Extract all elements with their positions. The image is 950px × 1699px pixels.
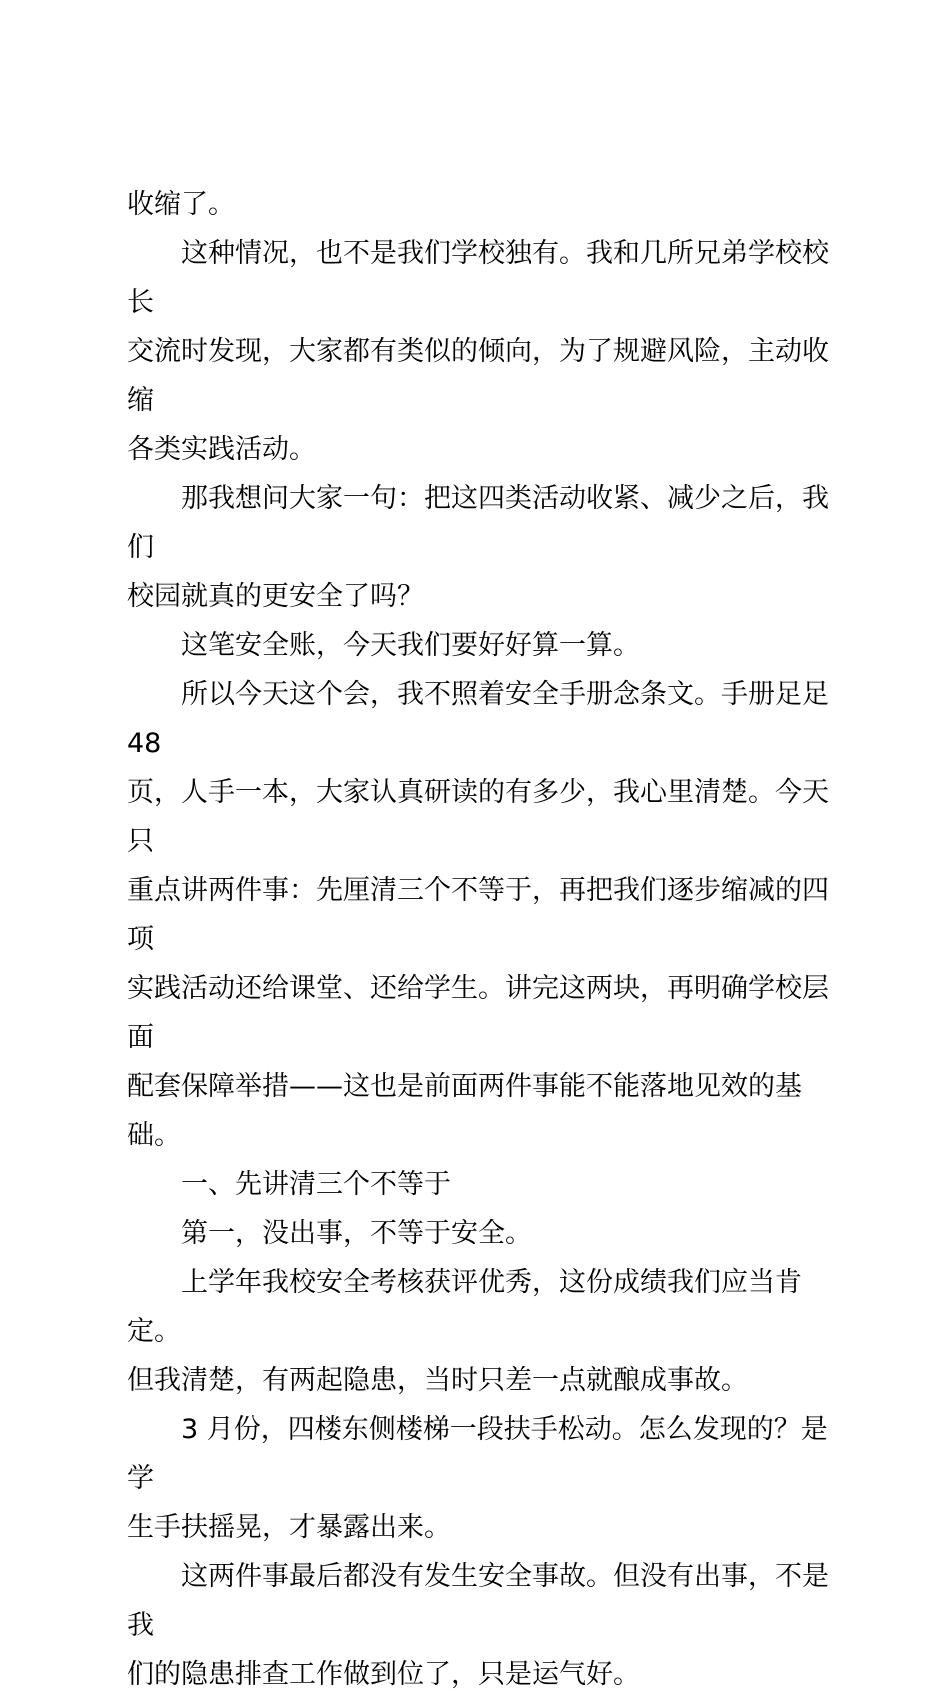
paragraph-point-one: 第一，没出事，不等于安全。	[181, 1218, 532, 1249]
document-body	[127, 180, 833, 1699]
paragraph-safety-account: 这笔安全账，今天我们要好好算一算。	[181, 630, 640, 661]
paragraph-situation: 这种情况，也不是我们学校独有。我和几所兄弟学校校长 交流时发现，大家都有类似的倾向，为了规避风险，主动收缩 各类实践活动。	[127, 238, 829, 465]
paragraph-assessment: 上学年我校安全考核获评优秀，这份成绩我们应当肯定。 但我清楚，有两起隐患，当时只差一点就酿成事故。	[127, 1267, 802, 1396]
paragraph-handrail: 3 月份，四楼东侧楼梯一段扶手松动。怎么发现的？是学 生手扶摇晃，才暴露出来。	[127, 1414, 828, 1543]
section-heading: 一、先讲清三个不等于	[181, 1169, 451, 1200]
paragraph-continuation: 收缩了。	[127, 189, 235, 220]
paragraph-luck: 这两件事最后都没有发生安全事故。但没有出事，不是我 们的隐患排查工作做到位了，只是运气好。	[127, 1561, 829, 1690]
paragraph-meeting-plan: 所以今天这个会，我不照着安全手册念条文。手册足足 48 页，人手一本，大家认真研读的有多少，我心里清楚。今天只 重点讲两件事：先厘清三个不等于，再把我们逐步缩减的四项 实践活动还给课堂、还给学生。讲完这两块，再明确学校层面 配套保障举措——这也是前面两件事能不能落地见效的基础。	[127, 679, 829, 1151]
paragraph-question: 那我想问大家一句：把这四类活动收紧、减少之后，我们 校园就真的更安全了吗？	[127, 483, 829, 612]
